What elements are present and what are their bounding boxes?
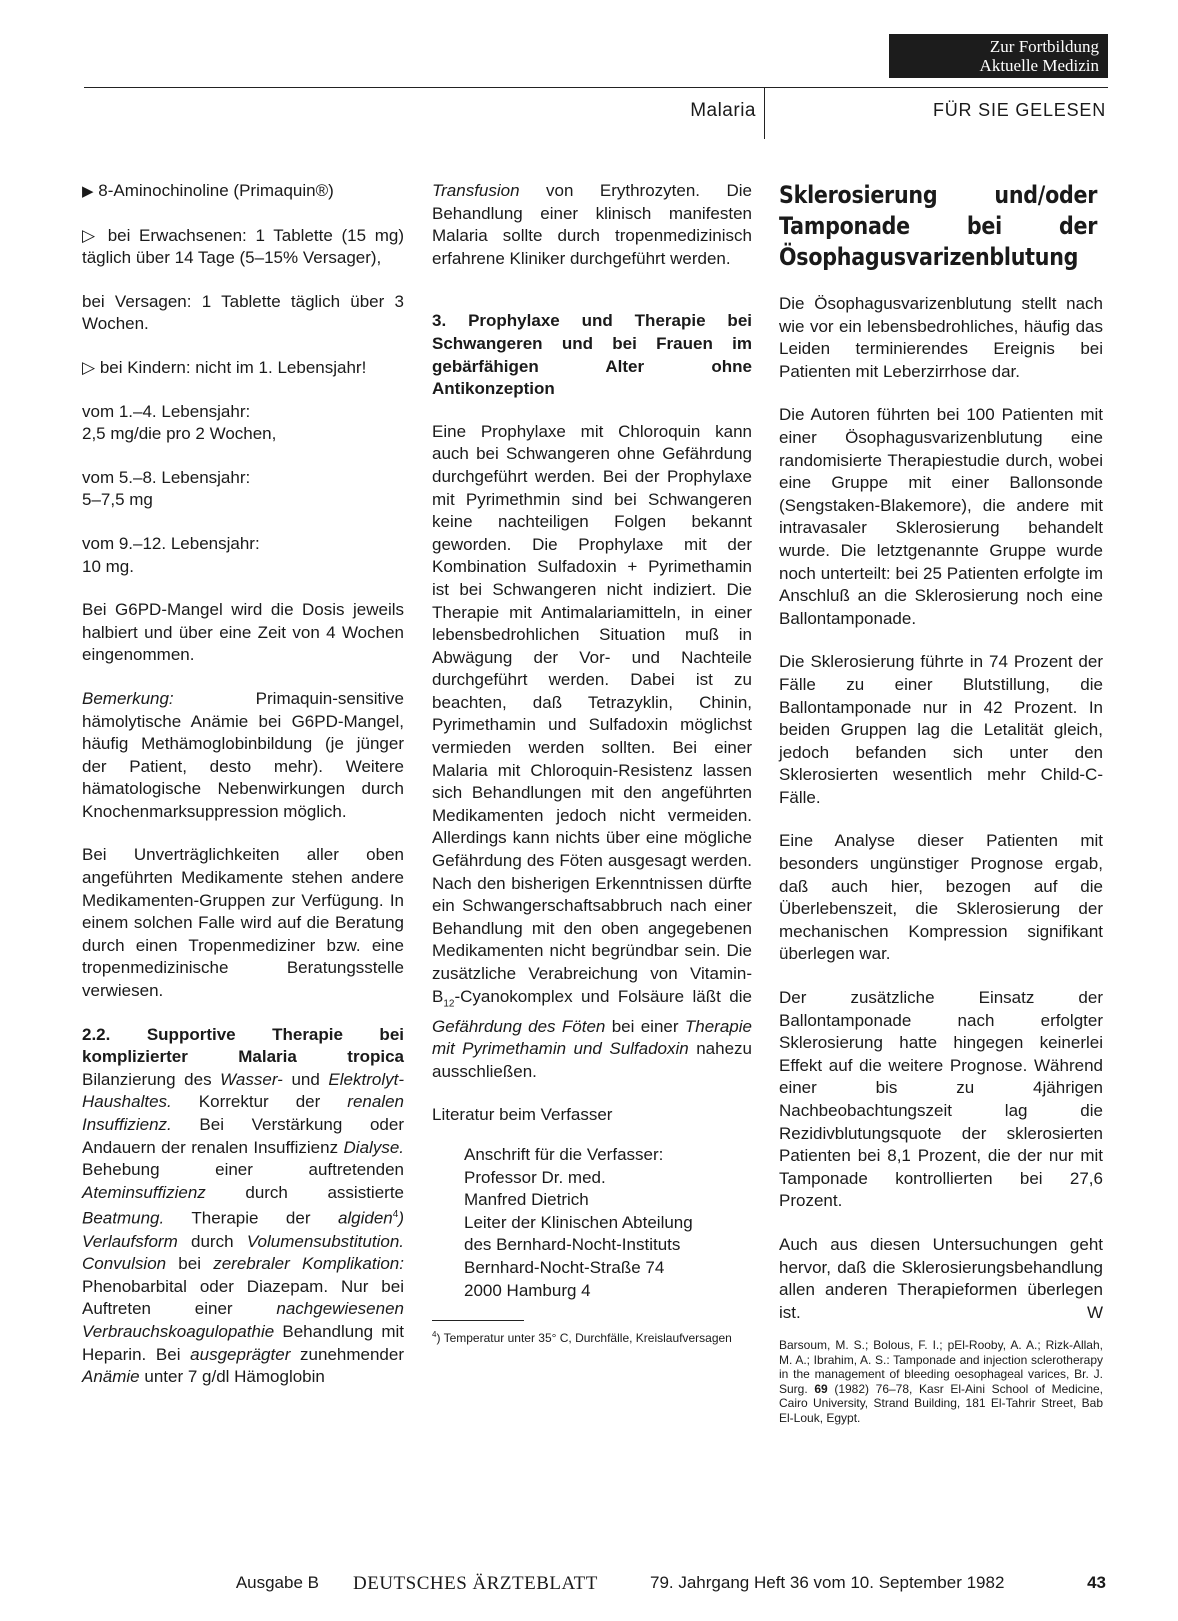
author-address: Anschrift für die Verfasser: Professor Dr. med. Manfred Dietrich Leiter der Klinischen Abteilung des Bernhard-Nocht-Instituts Bernhard-Nocht-Straße 74 2000 Hamburg 4 bbox=[464, 1144, 693, 1300]
primaquin-heading: ▶ 8-Aminochinoline (Primaquin®) bbox=[82, 181, 334, 200]
header-rule-right bbox=[764, 87, 1108, 88]
page-number: 43 bbox=[1087, 1573, 1106, 1592]
outline-triangle-icon: ▷ bbox=[82, 357, 96, 377]
page-footer bbox=[0, 1573, 1178, 1603]
header-column-divider bbox=[764, 87, 765, 139]
footer-date: 79. Jahrgang Heft 36 vom 10. September 1982 bbox=[650, 1573, 1005, 1592]
section-3-heading: 3. Prophylaxe und Therapie bei Schwangeren und bei Frauen im gebärfähigen Alter ohne Antikonzeption bbox=[432, 311, 752, 399]
age-9-12-dosage: vom 9.–12. Lebensjahr: 10 mg. bbox=[82, 533, 260, 576]
g6pd-paragraph: Bei G6PD-Mangel wird die Dosis jeweils halbiert und über eine Zeit von 4 Wochen eingenommen. bbox=[82, 600, 404, 665]
section-badge bbox=[889, 34, 1108, 78]
author-initial: W bbox=[1086, 1302, 1103, 1322]
article-paragraph-6: Auch aus diesen Untersuchungen geht hervor, daß die Sklerosierungsbehandlung allen anderen Therapieformen überlegen ist. W bbox=[779, 1234, 1103, 1324]
outline-triangle-icon: ▷ bbox=[82, 225, 100, 245]
footnote-rule bbox=[432, 1320, 524, 1321]
section-badge-line1: Zur Fortbildung bbox=[989, 37, 1099, 56]
article-paragraph-4: Eine Analyse dieser Patienten mit besonders ungünstiger Prognose ergab, daß auch hier, bezogen auf die Überlebenszeit, die Sklerosierung der mechanischen Kompression signifikant überlegen war. bbox=[779, 831, 1103, 964]
column-1 bbox=[82, 180, 404, 1389]
supportive-therapy-paragraph: 2.2. Supportive Therapie bei komplizierter Malaria tropica Bilanzierung des Wasser- und Elektrolyt-Haushaltes. Korrektur der renalen Insuffizienz. Bei Verstärkung oder Andauern der renalen Insuffizienz Dialyse. Behebung einer auftretenden Ateminsuffizienz durch assistierte Beatmung. Therapie der algiden$^4$) Verlaufsform durch Volumensubstitution. Convulsion bei zerebraler Komplikation: Phenobarbital oder Diazepam. Nur bei Auftreten einer nachgewiesenen Verbrauchskoagulopathie Behandlung mit Heparin. Bei ausgeprägter zunehmender Anämie unter 7 g/dl Hämoglobin bbox=[82, 1024, 404, 1387]
section-badge-line2: Aktuelle Medizin bbox=[979, 56, 1099, 75]
transfusion-paragraph: Transfusion von Erythrozyten. Die Behandlung einer klinisch manifesten Malaria sollte durch tropenmedizinisch erfahrene Kliniker durchgeführt werden. bbox=[432, 181, 752, 268]
article-paragraph-2: Die Autoren führten bei 100 Patienten mit einer Ösophagusvarizenblutung eine randomisierte Therapiestudie durch, wobei eine Gruppe mit einer Ballonsonde (Sengstaken-Blakemore), die andere mit intravasaler Sklerosierung behandelt wurde. Die letztgenannte Gruppe wurde noch unterteilt: bei 25 Patienten erfolgte im Anschluß an die Sklerosierung noch eine Ballontamponade. bbox=[779, 405, 1103, 628]
failure-dosage: bei Versagen: 1 Tablette täglich über 3 Wochen. bbox=[82, 291, 404, 334]
column-3 bbox=[779, 180, 1103, 1425]
running-head-malaria: Malaria bbox=[690, 100, 756, 121]
age-1-4-dosage: vom 1.–4. Lebensjahr: 2,5 mg/die pro 2 Wochen, bbox=[82, 401, 277, 444]
pregnancy-paragraph: Eine Prophylaxe mit Chloroquin kann auch bei Schwangeren ohne Gefährdung durchgeführt werden. Bei der Prophylaxe mit Pyrimethmin sind bei Schwangeren keine nachteiligen Folgen bekannt geworden. Die Prophylaxe mit der Kombination Sulfadoxin + Pyrimethamin ist bei Schwangeren nicht indiziert. Die Therapie mit Antimalariamitteln, in einer lebensbedrohlichen Situation muß in Abwägung der Vor- und Nachteile durchgeführt werden. Dabei ist zu beachten, daß Tetrazyklin, Chinin, Pyrimethamin und Sulfadoxin möglichst vermieden werden sollten. Bei einer Malaria mit Chloroquin-Resistenz lassen sich Behandlungen mit den angeführten Medikamenten jedoch nicht vermeiden. Allerdings kann nichts über eine mögliche Gefährdung des Föten ausgesagt werden. Nach den bisherigen Erkenntnissen dürfte ein Schwangerschaftsabbruch nach einer Behandlung mit den oben angegebenen Medikamenten nicht begründbar sein. Die zusätzliche Verabreichung von Vitamin-$B_{12}$-Cyanokomplex und Folsäure läßt die Gefährdung des Föten bei einer Therapie mit Pyrimethamin und Sulfadoxin nahezu ausschließen. bbox=[432, 421, 752, 1081]
footnote: $^4$) Temperatur unter 35° C, Durchfälle, Kreislaufversagen bbox=[432, 1330, 732, 1346]
article-paragraph-3: Die Sklerosierung führte in 74 Prozent der Fälle zu einer Blutstillung, die Ballontamponade nur in 42 Prozent. In beiden Gruppen lag die Letalität gleich, jedoch befanden sich unter den Sklerosierten wesentlich mehr Child-C-Fälle. bbox=[779, 652, 1103, 807]
remark-paragraph: Bemerkung: Primaquin-sensitive hämolytische Anämie bei G6PD-Mangel, häufig Methämoglobinbildung (je jünger der Patient, desto mehr). Weitere hämatologische Nebenwirkungen durch Knochenmarksuppression möglich. bbox=[82, 688, 404, 821]
footer-journal: DEUTSCHES ÄRZTEBLATT bbox=[353, 1573, 598, 1594]
article-paragraph-5: Der zusätzliche Einsatz der Ballontamponade nach erfolgter Sklerosierung hatte hingegen keinerlei Effekt auf die weitere Prognose. Während einer bis zu 4jährigen Nachbeobachtungszeit lag die Rezidivblutungsquote der sklerosierten Patienten bei 8,1 Prozent, die der nur mit Tamponade kontrollierten bei 27,6 Prozent. bbox=[779, 988, 1103, 1211]
column-2 bbox=[432, 180, 752, 1346]
running-head-section: FÜR SIE GELESEN bbox=[932, 100, 1106, 120]
literature-note: Literatur beim Verfasser bbox=[432, 1105, 613, 1125]
header-rule-left bbox=[84, 87, 764, 88]
filled-triangle-icon: ▶ bbox=[82, 183, 94, 200]
reference: Barsoum, M. S.; Bolous, F. I.; pEl-Rooby, A. A.; Rizk-Allah, M. A.; Ibrahim, A. S.: Tamponade and injection sclerotherapy in the management of bleeding oesophageal varices, Br. J. Surg. 69 (1982) 76–78, Kasr El-Aini School of Medicine, Cairo University, Strand Building, 181 El-Tahrir Street, Bab El-Louk, Egypt. bbox=[779, 1338, 1103, 1425]
article-title: Sklerosierung und/oder Tamponade bei der Ösophagusvarizenblutung bbox=[779, 181, 1098, 271]
article-paragraph-1: Die Ösophagusvarizenblutung stellt nach wie vor ein lebensbedrohliches, häufig das Leiden terminierendes Ereignis bei Patienten mit Leberzirrhose dar. bbox=[779, 294, 1103, 381]
age-5-8-dosage: vom 5.–8. Lebensjahr: 5–7,5 mg bbox=[82, 467, 251, 510]
intolerance-paragraph: Bei Unverträglichkeiten aller oben angeführten Medikamente stehen andere Medikamenten-Gruppen zur Verfügung. In einem solchen Falle wird auf die Beratung durch einen Tropenmediziner bzw. eine tropenmedizinische Beratungsstelle verwiesen. bbox=[82, 845, 404, 1001]
adult-dosage: ▷ bei Erwachsenen: 1 Tablette (15 mg) täglich über 14 Tage (5–15% Versager), bbox=[82, 225, 404, 268]
footer-issue: Ausgabe B bbox=[235, 1573, 319, 1592]
children-dosage: ▷ bei Kindern: nicht im 1. Lebensjahr! bbox=[82, 357, 367, 377]
